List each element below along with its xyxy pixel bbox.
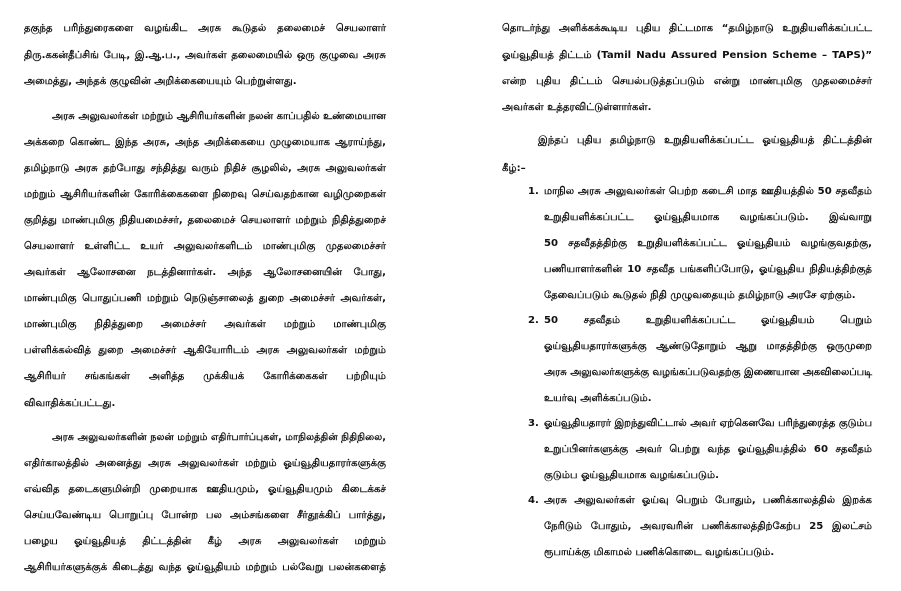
right-line-19: அரசு அலுவலர்கள் ஓய்வு பெறும் போதும், பணிக்காலத்தில் இறக்க <box>544 495 872 506</box>
left-line-12: மாண்புமிகு நிதித்துறை அமைச்சர் அவர்கள் மற்றும் மாண்புமிகு <box>24 319 386 330</box>
left-line-1: தகுந்த பரிந்துரைகளை வழங்கிட அரசு கூடுதல் தலைமைச் செயலாளர் <box>24 23 386 34</box>
left-line-10: அவர்கள் ஆலோசனை நடத்தினார்கள். அந்த ஆலோசனையின் போது, <box>24 267 386 278</box>
left-line-4: அரசு அலுவலர்கள் மற்றும் ஆசிரியர்களின் நலன் காப்பதில் உண்மையான <box>52 111 386 122</box>
left-line-13: பள்ளிக்கல்வித் துறை அமைச்சர் ஆகியோரிடம் அரசு அலுவலர்கள் மற்றும் <box>24 345 386 356</box>
right-line-15: உயர்வு அளிக்கப்படும். <box>544 393 652 404</box>
right-line-18: குடும்ப ஓய்வூதியமாக வழங்கப்படும். <box>544 470 719 481</box>
list-item-number-4: 4. <box>528 495 539 506</box>
right-line-7: மாநில அரசு அலுவலர்கள் பெற்ற கடைசி மாத ஊதியத்தில் 50 சதவீதம் <box>544 186 872 197</box>
left-line-19: செய்யவேண்டிய பொறுப்பு போன்ற பல அம்சங்களை சீர்தூக்கிப் பார்த்து, <box>24 510 386 521</box>
right-line-4: அவர்கள் உத்தரவிட்டுள்ளார்கள். <box>502 102 652 113</box>
left-line-8: குறித்து மாண்புமிகு நிதியமைச்சர், தலைமைச் செயலாளர் மற்றும் நிதித்துறைச் <box>24 215 386 226</box>
left-line-15: விவாதிக்கப்பட்டது. <box>24 398 116 409</box>
right-line-8: உறுதியளிக்கப்பட்ட ஓய்வூதியமாக வழங்கப்படும். இவ்வாறு <box>544 212 872 223</box>
list-item-number-2: 2. <box>528 315 539 326</box>
right-line-16: ஓய்வூதியதாரர் இறந்துவிட்டால் அவர் ஏற்கெனவே பரிந்துரைத்த குடும்ப <box>544 418 872 429</box>
left-line-2: திரு.ககன்தீப்சிங் பேடி, இ.ஆ.ப., அவர்கள் தலைமையில் ஒரு குழுவை அரசு <box>24 50 386 61</box>
right-line-6: கீழ்:– <box>502 163 526 174</box>
list-item-number-1: 1. <box>528 186 539 197</box>
list-item-number-3: 3. <box>528 418 539 429</box>
right-line-14: அரசு அலுவலர்களுக்கு வழங்கப்படுவதற்கு இணையான அகவிலைப்படி <box>544 367 872 378</box>
right-line-17: உறுப்பினர்களுக்கு அவர் பெற்று வந்த ஓய்வூதியத்தில் 60 சதவீதம் <box>544 444 872 455</box>
left-line-6: தமிழ்நாடு அரசு தற்போது சந்தித்து வரும் நிதிச் சூழலில், அரசு அலுவலர்கள் <box>24 163 386 174</box>
left-line-14: ஆசிரியர் சங்கங்கள் அளித்த முக்கியக் கோரிக்கைகள் பற்றியும் <box>24 371 386 382</box>
left-line-21: ஆசிரியர்களுக்குக் கிடைத்து வந்த ஓய்வூதியம் மற்றும் பல்வேறு பலன்களைத் <box>24 562 386 573</box>
right-line-21: ரூபாய்க்கு மிகாமல் பணிக்கொடை வழங்கப்படும். <box>544 547 775 558</box>
right-line-12: 50 சதவீதம் உறுதியளிக்கப்பட்ட ஓய்வூதியம் பெறும் <box>544 315 872 326</box>
right-line-11: தேவைப்படும் கூடுதல் நிதி முழுவதையும் தமிழ்நாடு அரசே ஏற்கும். <box>544 290 856 301</box>
left-line-3: அமைத்து, அந்தக் குழுவின் அறிக்கையையும் பெற்றுள்ளது. <box>24 76 297 87</box>
left-line-17: எதிர்காலத்தில் அனைத்து அரசு அலுவலர்கள் மற்றும் ஓய்வூதியதாரர்களுக்கு <box>24 458 386 469</box>
right-line-5: இந்தப் புதிய தமிழ்நாடு உறுதியளிக்கப்பட்ட ஓய்வூதியத் திட்டத்தின் <box>538 135 872 146</box>
left-line-16: அரசு அலுவலர்களின் நலன் மற்றும் எதிர்பார்ப்புகள், மாநிலத்தின் நிதிநிலை, <box>52 432 386 443</box>
right-page <box>466 0 901 591</box>
right-line-1: தொடர்ந்து அளிக்கக்கூடிய புதிய திட்டமாக “தமிழ்நாடு உறுதியளிக்கப்பட்ட <box>502 23 872 34</box>
left-line-20: பழைய ஓய்வூதியத் திட்டத்தின் கீழ் அரசு அலுவலர்கள் மற்றும் <box>24 536 386 547</box>
left-line-9: செயலாளர் உள்ளிட்ட உயர் அலுவலர்களிடம் மாண்புமிகு முதலமைச்சர் <box>24 241 386 252</box>
right-line-2: ஓய்வூதியத் திட்டம் (Tamil Nadu Assured Pension Scheme – TAPS)” <box>502 50 872 61</box>
left-line-18: எவ்வித தடைகளுமின்றி முறையாக ஊதியமும், ஓய்வூதியமும் கிடைக்கச் <box>24 484 386 495</box>
left-line-5: அக்கறை கொண்ட இந்த அரசு, அந்த அறிக்கையை முழுமையாக ஆராய்ந்து, <box>24 137 386 148</box>
right-line-3: என்ற புதிய திட்டம் செயல்படுத்தப்படும் என்று மாண்புமிகு முதலமைச்சர் <box>502 76 872 87</box>
left-line-11: மாண்புமிகு பொதுப்பணி மற்றும் நெடுஞ்சாலைத் துறை அமைச்சர் அவர்கள், <box>24 293 386 304</box>
left-line-7: மற்றும் ஆசிரியர்களின் கோரிக்கைகளை நிறைவு செய்வதற்கான வழிமுறைகள் <box>24 189 386 200</box>
right-line-9: 50 சதவீதத்திற்கு உறுதியளிக்கப்பட்ட ஓய்வூதியம் வழங்குவதற்கு, <box>544 238 872 249</box>
right-line-20: நேரிடும் போதும், அவரவரின் பணிக்காலத்திற்கேற்ப 25 இலட்சம் <box>544 521 872 532</box>
right-line-13: ஓய்வூதியதாரர்களுக்கு ஆண்டுதோறும் ஆறு மாதத்திற்கு ஒருமுறை <box>544 341 872 352</box>
left-page <box>0 0 430 591</box>
right-line-10: பணியாளர்களின் 10 சதவீத பங்களிப்போடு, ஓய்வூதிய நிதியத்திற்குத் <box>544 264 872 275</box>
